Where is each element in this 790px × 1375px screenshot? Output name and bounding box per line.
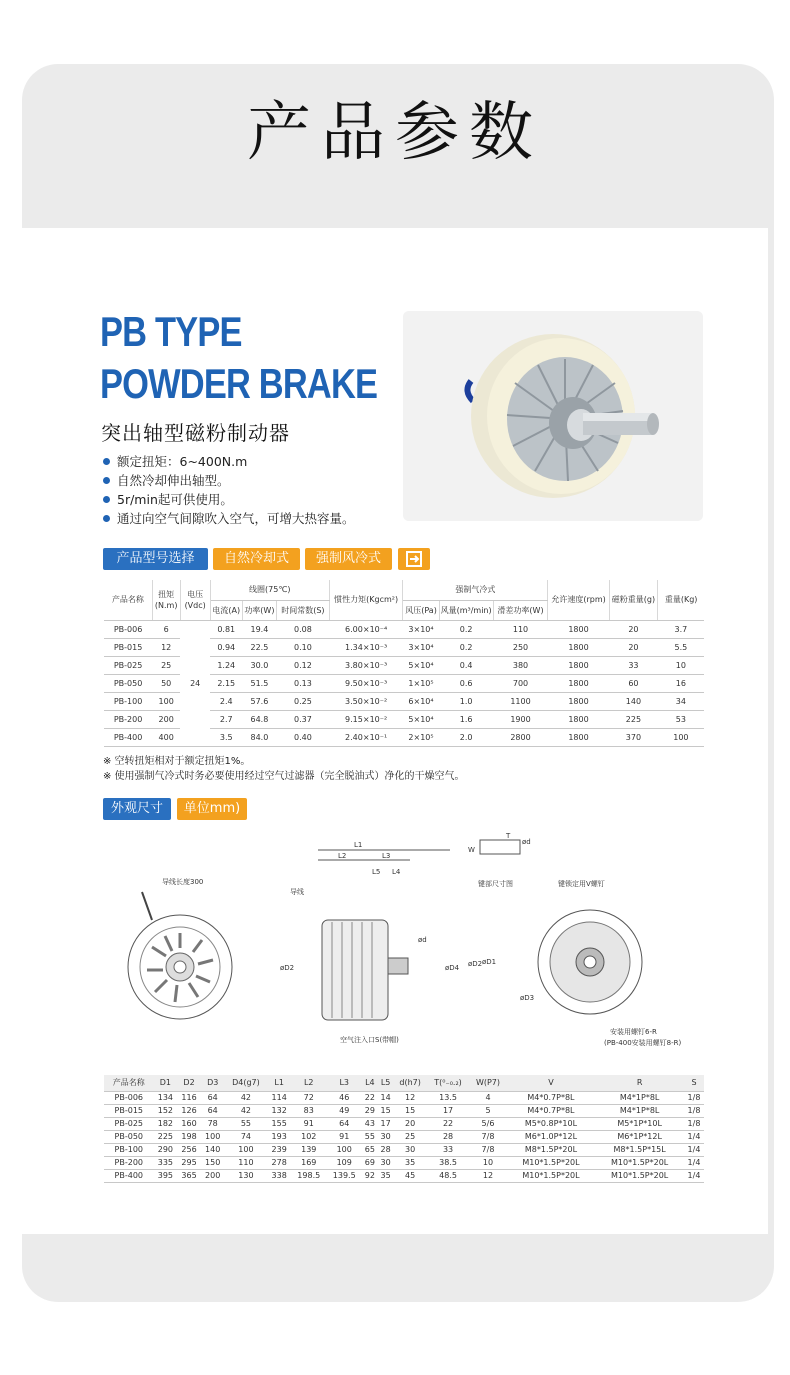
table-cell: M4*1P*8L [595,1104,684,1117]
table-cell: 140 [609,692,658,710]
table-cell: 6 [152,620,180,638]
table-cell: 110 [225,1156,268,1169]
D4-label: øD4 [445,964,460,972]
table-cell: 3.7 [658,620,704,638]
table-cell: 2.4 [210,692,242,710]
dk-label: ød [522,838,531,846]
table-cell: 9.15×10⁻² [329,710,403,728]
table-cell: 30.0 [242,656,276,674]
table-cell: 0.37 [276,710,329,728]
table-cell: 2.7 [210,710,242,728]
table-cell: 1/8 [684,1104,704,1117]
table-cell: 42 [225,1104,268,1117]
table-cell: PB-015 [104,638,152,656]
col-header: 允许速度(rpm) [548,580,609,620]
col-header: 产品名称 [104,580,152,620]
table-cell: 17 [427,1104,470,1117]
table-cell: 1/4 [684,1169,704,1182]
dimensions-button[interactable]: 外观尺寸 [103,798,171,820]
D2b-label: øD2 [468,960,483,968]
table-cell: M4*1P*8L [595,1091,684,1104]
col-header: W(P7) [469,1075,506,1091]
table-cell: M8*1.5P*20L [507,1143,596,1156]
table-cell: 0.2 [439,638,493,656]
table-cell: 1800 [548,674,609,692]
table-cell: 35 [378,1169,394,1182]
feature-item: 自然冷却伸出轴型。 [103,471,355,490]
table-cell: 6×10⁴ [403,692,439,710]
table-cell: 0.81 [210,620,242,638]
table-cell: 3.80×10⁻³ [329,656,403,674]
page-title: 产品参数 [247,96,543,170]
table-cell: 74 [225,1130,268,1143]
table-cell: 380 [493,656,548,674]
table-cell: 3.5 [210,728,242,746]
feature-item: 5r/min起可供使用。 [103,490,355,509]
table-cell: 55 [225,1117,268,1130]
table-cell: 50 [152,674,180,692]
table-cell: 2.0 [439,728,493,746]
table-cell: 139.5 [326,1169,361,1182]
table-cell: 1900 [493,710,548,728]
table-cell: M10*1.5P*20L [595,1169,684,1182]
table-cell: 2800 [493,728,548,746]
table-cell: 1/8 [684,1117,704,1130]
table-cell: M5*1P*10L [595,1117,684,1130]
table-cell: 78 [201,1117,225,1130]
table-cell: 3×10⁴ [403,620,439,638]
table-cell: 102 [291,1130,326,1143]
col-header: 滑差功率(W) [493,600,548,620]
col-header: L4 [362,1075,378,1091]
table-cell: M10*1.5P*20L [507,1156,596,1169]
feature-item: 额定扭矩：6~400N.m [103,452,355,471]
col-header: S [684,1075,704,1091]
col-header: L3 [326,1075,361,1091]
table-cell: PB-400 [104,728,152,746]
table-cell: 45 [393,1169,426,1182]
table-cell: M10*1.5P*20L [507,1169,596,1182]
key-dim-label: 键部尺寸图 [478,880,513,888]
table-cell: 278 [267,1156,291,1169]
table-cell: 290 [154,1143,178,1156]
enter-icon[interactable] [398,548,430,570]
table-cell: 1.0 [439,692,493,710]
table-cell: 1800 [548,710,609,728]
table-cell: 0.94 [210,638,242,656]
table-cell: 3.50×10⁻² [329,692,403,710]
table-cell: 69 [362,1156,378,1169]
product-title-line1: PB TYPE [100,308,242,355]
table-cell: 91 [291,1117,326,1130]
table-cell: 51.5 [242,674,276,692]
table-cell: 28 [427,1130,470,1143]
unit-button[interactable]: 单位mm) [177,798,247,820]
col-header: 扭矩 (N.m) [152,580,180,620]
table-cell: 160 [177,1117,201,1130]
table-cell: 1/4 [684,1130,704,1143]
table-cell: 200 [201,1169,225,1182]
table-cell: 9.50×10⁻³ [329,674,403,692]
air-inlet-label: 空气注入口S(带帽) [340,1036,399,1044]
table-cell: 57.6 [242,692,276,710]
table-cell: 1800 [548,728,609,746]
table-cell: 0.4 [439,656,493,674]
table-cell: 140 [201,1143,225,1156]
col-header: 重量(Kg) [658,580,704,620]
table-cell: 1.6 [439,710,493,728]
table-cell: 150 [201,1156,225,1169]
forced-cooling-button[interactable]: 强制风冷式 [305,548,392,570]
table-cell: 0.2 [439,620,493,638]
table-cell: 20 [393,1117,426,1130]
table-cell: 100 [152,692,180,710]
T-label: T [506,832,511,840]
table-cell: 34 [658,692,704,710]
table-cell: 22 [427,1117,470,1130]
key-screw-label: 键锁定用V螺钉 [558,880,605,888]
table-cell: 295 [177,1156,201,1169]
col-header: 电压 (Vdc) [180,580,210,620]
table-cell: 1800 [548,656,609,674]
table-cell: 155 [267,1117,291,1130]
product-title-cn: 突出轴型磁粉制动器 [101,421,290,445]
table-cell: 100 [326,1143,361,1156]
table-cell: 30 [378,1156,394,1169]
table-cell: 13.5 [427,1091,470,1104]
product-title-line2: POWDER BRAKE [100,360,378,407]
table-row [104,1143,704,1156]
col-header: D2 [177,1075,201,1091]
table-cell: 100 [225,1143,268,1156]
L3-label: L3 [382,852,391,860]
table-cell: 1.34×10⁻³ [329,638,403,656]
table-cell: 0.25 [276,692,329,710]
col-header: L2 [291,1075,326,1091]
table-cell: 1/4 [684,1156,704,1169]
table-cell: 225 [154,1130,178,1143]
table-cell: 250 [493,638,548,656]
table-cell: 14 [378,1091,394,1104]
table-cell: 17 [378,1117,394,1130]
table-cell: PB-025 [104,1117,154,1130]
table-cell: 19.4 [242,620,276,638]
table-cell: 0.13 [276,674,329,692]
table-cell: 7/8 [469,1143,506,1156]
table-cell: 12 [152,638,180,656]
table-cell: 46 [326,1091,361,1104]
table-cell: M6*1.0P*12L [507,1130,596,1143]
table-cell: M10*1.5P*20L [595,1156,684,1169]
d-label: ød [418,936,427,944]
mount-screw-label: 安装用螺钉6-R [610,1028,657,1036]
table-cell: PB-025 [104,656,152,674]
table-cell: PB-050 [104,674,152,692]
L2-label: L2 [338,852,347,860]
mount-screw-400-label: (PB-400安装用螺钉8-R) [604,1039,682,1047]
table-cell: 198 [177,1130,201,1143]
table-cell: 16 [658,674,704,692]
table-cell: 395 [154,1169,178,1182]
table-cell: 110 [493,620,548,638]
wire-label: 导线 [290,888,304,896]
col-header: D4(g7) [225,1075,268,1091]
table-cell: 28 [378,1143,394,1156]
table-cell: 132 [267,1104,291,1117]
table-cell: 193 [267,1130,291,1143]
col-header: d(h7) [393,1075,426,1091]
table-cell: 0.40 [276,728,329,746]
table-cell: 239 [267,1143,291,1156]
D1-label: øD1 [482,958,497,966]
col-header: 风量(m³/min) [439,600,493,620]
table-cell: M6*1P*12L [595,1130,684,1143]
table-cell: 0.12 [276,656,329,674]
table-cell: PB-400 [104,1169,154,1182]
table-cell: 35 [393,1156,426,1169]
table-cell: 152 [154,1104,178,1117]
col-header: V [507,1075,596,1091]
table-cell: 1.24 [210,656,242,674]
table-cell: 134 [154,1091,178,1104]
table-cell: 42 [225,1091,268,1104]
col-header: T(⁰₋₀.₂) [427,1075,470,1091]
table-cell: PB-006 [104,1091,154,1104]
L5-label: L5 [372,868,381,876]
table-cell: 225 [609,710,658,728]
model-select-button[interactable]: 产品型号选择 [103,548,208,570]
table-cell: PB-100 [104,692,152,710]
table-cell: 700 [493,674,548,692]
dimension-drawing [110,830,710,1060]
table-cell: 25 [393,1130,426,1143]
table-cell: 38.5 [427,1156,470,1169]
table-cell: 0.08 [276,620,329,638]
col-header: 时间常数(S) [276,600,329,620]
table-cell: 43 [362,1117,378,1130]
table-cell: 335 [154,1156,178,1169]
table-cell: 116 [177,1091,201,1104]
table-cell: 10 [658,656,704,674]
table-row [104,620,704,638]
table-cell: PB-015 [104,1104,154,1117]
feature-list [103,452,355,528]
table-cell: PB-100 [104,1143,154,1156]
table-cell: 64.8 [242,710,276,728]
table-cell: 1100 [493,692,548,710]
table-cell: 83 [291,1104,326,1117]
table-cell: 64 [201,1091,225,1104]
table-cell: 1800 [548,638,609,656]
table-cell: 91 [326,1130,361,1143]
table-cell: 84.0 [242,728,276,746]
col-header: L5 [378,1075,394,1091]
table-cell: 12 [393,1091,426,1104]
table-cell: 33 [609,656,658,674]
table-cell: 198.5 [291,1169,326,1182]
table-cell: 1800 [548,692,609,710]
table-cell: M4*0.7P*8L [507,1104,596,1117]
table-cell: 5×10⁴ [403,656,439,674]
table-cell: 15 [393,1104,426,1117]
table-cell: PB-200 [104,710,152,728]
product-photo [403,311,703,521]
col-header: 产品名称 [104,1075,154,1091]
table-cell: 100 [201,1130,225,1143]
table-cell: 53 [658,710,704,728]
natural-cooling-button[interactable]: 自然冷却式 [213,548,300,570]
table-cell: 60 [609,674,658,692]
table-cell: 48.5 [427,1169,470,1182]
table-cell: 3×10⁴ [403,638,439,656]
lead-length-label: 导线长度300 [162,878,204,886]
col-header: 电流(A) [210,600,242,620]
table-cell: 370 [609,728,658,746]
col-header: 线圈(75℃) [210,580,329,600]
col-header: L1 [267,1075,291,1091]
table-cell: 114 [267,1091,291,1104]
table-cell: 0.10 [276,638,329,656]
table-row [104,1156,704,1169]
table-cell: 256 [177,1143,201,1156]
note-2: ※ 使用强制气冷式时务必要使用经过空气过滤器（完全脱油式）净化的干燥空气。 [103,771,465,782]
table-cell: 139 [291,1143,326,1156]
table-cell: 33 [427,1143,470,1156]
table-cell: 1×10⁵ [403,674,439,692]
table-cell: 400 [152,728,180,746]
table-cell: 64 [326,1117,361,1130]
L1-label: L1 [354,841,363,849]
spec-table [104,580,704,747]
dimension-table [104,1075,704,1183]
table-cell: 12 [469,1169,506,1182]
table-cell: 7/8 [469,1130,506,1143]
table-cell: 22.5 [242,638,276,656]
table-row [104,1169,704,1182]
col-header: 风压(Pa) [403,600,439,620]
table-row [104,1130,704,1143]
W-label: W [468,846,475,854]
table-cell: PB-006 [104,620,152,638]
table-cell: M8*1.5P*15L [595,1143,684,1156]
table-cell: 109 [326,1156,361,1169]
col-header: 强制气冷式 [403,580,548,600]
table-cell: 5×10⁴ [403,710,439,728]
D2-label: øD2 [280,964,295,972]
table-cell: 182 [154,1117,178,1130]
table-cell: 2.15 [210,674,242,692]
table-cell: 20 [609,638,658,656]
col-header: 磁粉重量(g) [609,580,658,620]
D3-label: øD3 [520,994,535,1002]
table-cell: 1/8 [684,1091,704,1104]
table-cell: 6.00×10⁻⁴ [329,620,403,638]
table-cell: 5.5 [658,638,704,656]
table-cell: 100 [658,728,704,746]
table-row [104,1091,704,1104]
L4-label: L4 [392,868,401,876]
note-1: ※ 空转扭矩相对于额定扭矩1%。 [103,756,251,767]
table-cell: 15 [378,1104,394,1117]
voltage-cell: 24 [180,620,210,746]
table-cell: 2.40×10⁻¹ [329,728,403,746]
table-cell: 65 [362,1143,378,1156]
table-cell: 25 [152,656,180,674]
table-cell: 30 [393,1143,426,1156]
table-cell: 1/4 [684,1143,704,1156]
table-cell: 92 [362,1169,378,1182]
table-cell: 20 [609,620,658,638]
table-cell: 169 [291,1156,326,1169]
table-cell: 22 [362,1091,378,1104]
col-header: R [595,1075,684,1091]
table-cell: PB-050 [104,1130,154,1143]
table-cell: 29 [362,1104,378,1117]
col-header: D3 [201,1075,225,1091]
table-cell: 5 [469,1104,506,1117]
table-cell: 64 [201,1104,225,1117]
table-cell: 338 [267,1169,291,1182]
table-cell: 0.6 [439,674,493,692]
table-cell: 130 [225,1169,268,1182]
table-row [104,1117,704,1130]
table-cell: 126 [177,1104,201,1117]
table-cell: 5/6 [469,1117,506,1130]
table-cell: M4*0.7P*8L [507,1091,596,1104]
col-header: 惯性力矩(Kgcm²) [329,580,403,620]
table-cell: 72 [291,1091,326,1104]
table-cell: 365 [177,1169,201,1182]
table-cell: 4 [469,1091,506,1104]
col-header: 功率(W) [242,600,276,620]
table-cell: 49 [326,1104,361,1117]
table-cell: 30 [378,1130,394,1143]
table-cell: 200 [152,710,180,728]
table-cell: M5*0.8P*10L [507,1117,596,1130]
col-header: D1 [154,1075,178,1091]
table-cell: 10 [469,1156,506,1169]
table-cell: PB-200 [104,1156,154,1169]
table-cell: 55 [362,1130,378,1143]
table-row [104,1104,704,1117]
table-cell: 1800 [548,620,609,638]
table-cell: 2×10⁵ [403,728,439,746]
feature-item: 通过向空气间隙吹入空气，可增大热容量。 [103,509,355,528]
